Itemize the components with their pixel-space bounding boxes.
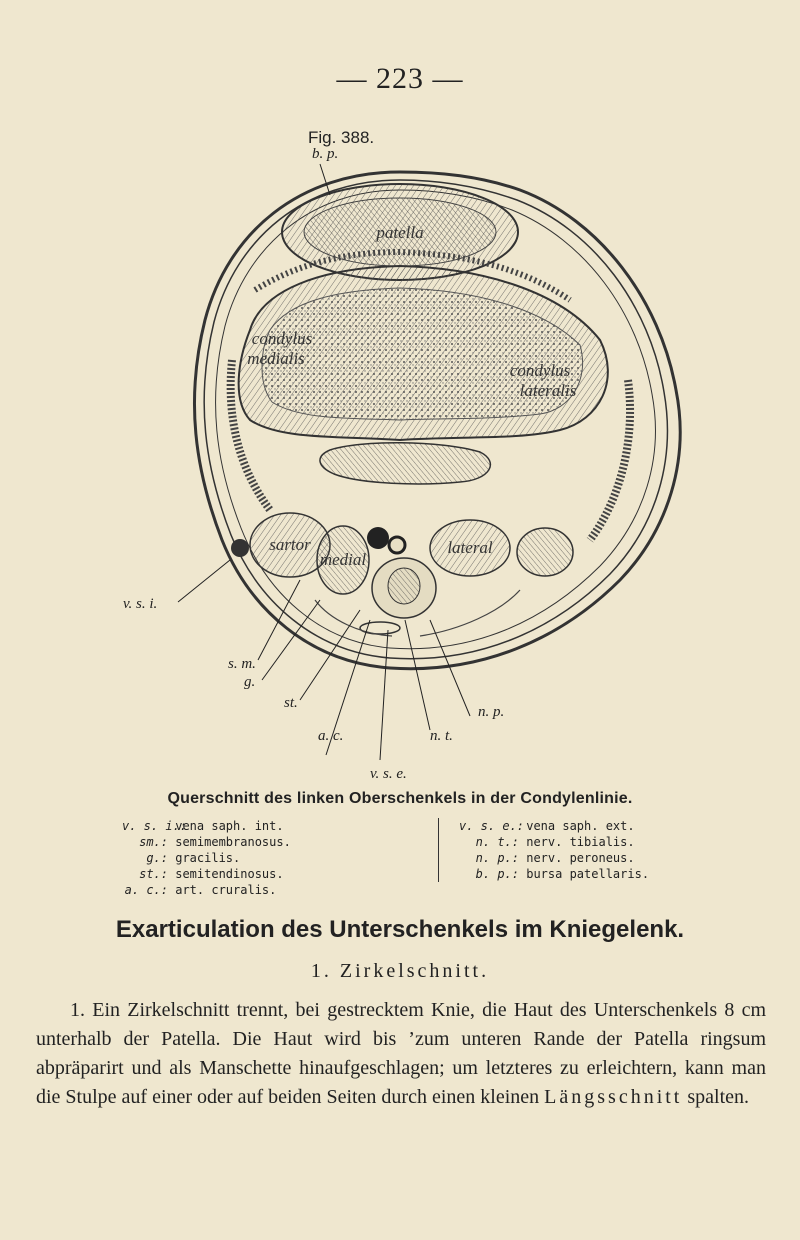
section-title: Exarticulation des Unterschenkels im Kniegelenk. <box>115 916 685 943</box>
legend-text: nerv. tibialis. <box>526 835 635 849</box>
legend-row <box>459 850 649 866</box>
label-sm: s. m. <box>228 656 256 672</box>
legend-abbr: n. p.: <box>475 851 519 865</box>
legend-row <box>459 834 649 850</box>
legend-text: semimembranosus. <box>175 835 291 849</box>
label-condylus-medialis-2: medialis <box>247 349 305 368</box>
figure-label: Fig. 388. <box>308 128 375 147</box>
legend-text: vena saph. int. <box>175 819 284 833</box>
label-condylus-lateralis-1: condylus <box>509 361 571 380</box>
label-medial: medial <box>319 550 367 569</box>
legend-row <box>459 818 649 834</box>
legend-right <box>438 818 649 882</box>
paragraph <box>36 996 766 1112</box>
legend-row <box>459 866 649 882</box>
legend-abbr: a. c.: <box>124 883 168 897</box>
paragraph-start: 1. Ein Zirkelschnitt trennt, bei gestrecktem Knie, die Haut des Unterschenkels 8 cm unterhalb der Patella. Die Haut wird bis ’zum unteren Rande der Patella ringsum abpräparirt und als Manschette hinaufgeschlagen; um letzteres zu erleichtern, kann man die Stulpe auf einer oder auf beiden Seiten durch einen kleinen <box>36 999 766 1108</box>
label-patella: patella <box>376 223 424 242</box>
label-bp: b. p. <box>312 146 339 162</box>
label-st: st. <box>284 695 298 711</box>
label-condylus-lateralis-2: lateralis <box>519 381 577 400</box>
page-number: — 223 — <box>336 62 464 95</box>
label-np: n. p. <box>478 704 505 720</box>
legend-text: gracilis. <box>175 851 241 865</box>
legend-text: semitendinosus. <box>175 867 284 881</box>
legend-row <box>122 834 291 850</box>
label-lateral: lateral <box>447 538 493 557</box>
figure-caption: Querschnitt des linken Oberschenkels in der Condylenlinie. <box>167 790 633 807</box>
legend-abbr: v. s. i.: <box>122 819 188 833</box>
subsection-title: 1. Zirkelschnitt. <box>310 960 490 982</box>
label-condylus-medialis-1: condylus <box>251 329 313 348</box>
legend-text: art. cruralis. <box>175 883 277 897</box>
legend-text: nerv. peroneus. <box>526 851 635 865</box>
legend-row <box>122 850 291 866</box>
legend-row <box>122 818 291 834</box>
legend-left <box>122 818 291 898</box>
label-vse: v. s. e. <box>370 766 407 782</box>
legend-row <box>122 882 291 898</box>
label-nt: n. t. <box>430 728 453 744</box>
legend-abbr: g.: <box>146 851 168 865</box>
label-vsi: v. s. i. <box>123 596 158 612</box>
legend-abbr: n. t.: <box>475 835 519 849</box>
legend-row <box>122 866 291 882</box>
legend-abbr: b. p.: <box>475 867 519 881</box>
paragraph-end: spalten. <box>682 1086 750 1108</box>
legend-abbr: st.: <box>139 867 168 881</box>
legend-abbr: v. s. e.: <box>459 819 525 833</box>
legend-abbr: sm.: <box>139 835 168 849</box>
legend-text: bursa patellaris. <box>526 867 650 881</box>
label-sartorius: sartor <box>269 535 311 554</box>
label-g: g. <box>244 674 256 690</box>
label-ac: a. c. <box>318 728 344 744</box>
paragraph-spaced-word: Längsschnitt <box>544 1086 683 1108</box>
body-text <box>36 996 766 1112</box>
legend-text: vena saph. ext. <box>526 819 635 833</box>
